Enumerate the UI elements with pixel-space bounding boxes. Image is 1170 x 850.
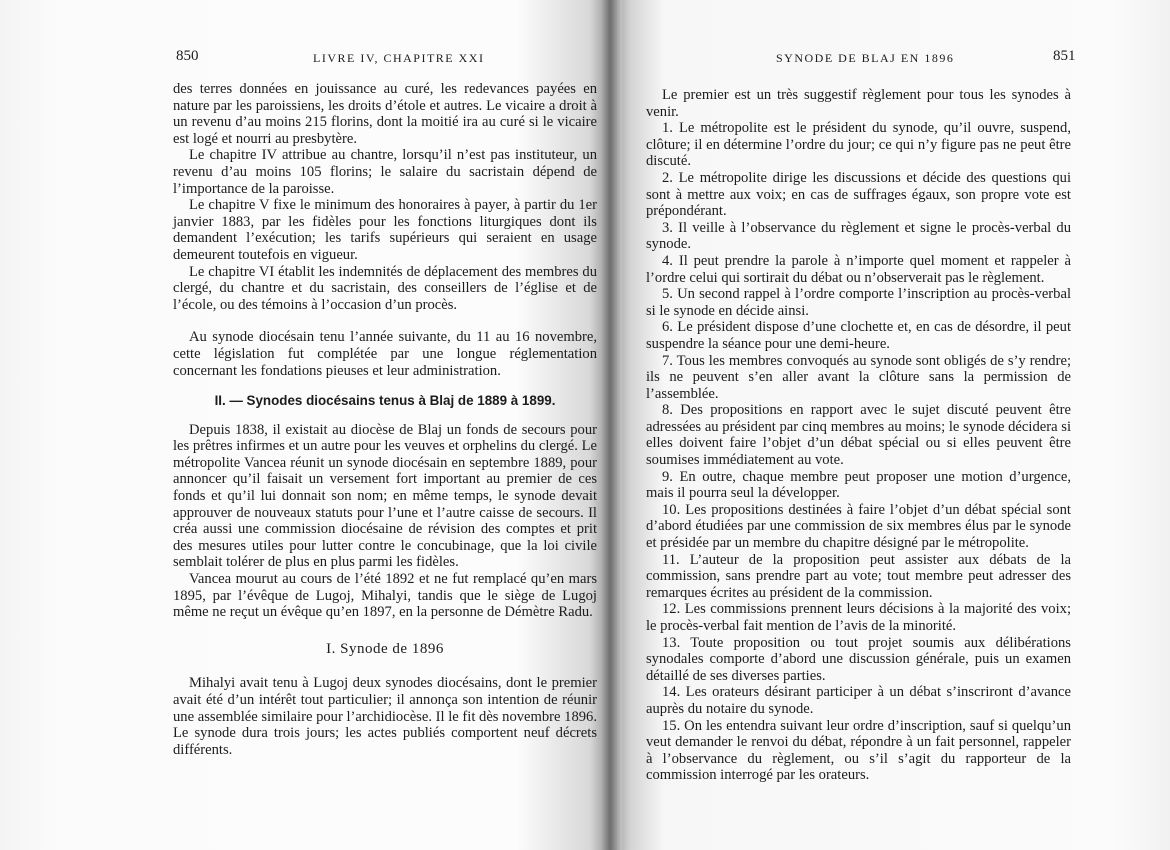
paragraph: Vancea mourut au cours de l’été 1892 et ne fut remplacé qu’en mars 1895, par l’évêque de Lugoj, Mihalyi, tandis que le siège de Lugoj même ne reçut un évêque qu’en 1897, en la personne de Démètre Radu. <box>173 571 597 621</box>
section-heading: II. — Synodes diocésains tenus à Blaj de 1889 à 1899. <box>214 393 556 409</box>
article: 9. En outre, chaque membre peut proposer une motion d’urgence, mais il pourra seul la développer. <box>646 468 1071 502</box>
paragraph: Le chapitre IV attribue au chantre, lorsqu’il n’est pas instituteur, un revenu d’au moins 105 florins; le salaire du sacristain dépend de l’importance de la paroisse. <box>173 147 597 197</box>
article: 10. Les propositions destinées à faire l’objet d’un débat spécial sont d’abord étudiées par une commission de six membres élus par le synode et présidée par un membre du chapitre désigné par le métropolite. <box>646 501 1071 552</box>
article: 7. Tous les membres convoqués au synode sont obligés de s’y rendre; ils ne peuvent s’en aller avant la clôture sans la permission de l’assemblée. <box>646 352 1071 402</box>
article: 6. Le président dispose d’une clochette et, en cas de désordre, il peut suspendre la séance pour une demi-heure. <box>646 319 1071 352</box>
paragraph: Depuis 1838, il existait au diocèse de Blaj un fonds de secours pour les prêtres infirmes et un autre pour les veuves et orphelins du clergé. Le métropolite Vancea réunit un synode diocésain en septembre 1889, pour annoncer qu’il faisait un versement fort important au premier de ces fonds et qu’il lui donnait son nom; en même temps, le synode devait approuver de nouveaux statuts pour l’une et l’autre caisse de secours. Il créa aussi une commission diocésaine de révision des comptes et prit des mesures utiles pour lutter contre le concubinage, que la loi civile semblait tolérer de plus en plus parmi les fidèles. <box>173 421 597 571</box>
article: 14. Les orateurs désirant participer à un débat s’inscriront d’avance auprès du notaire du synode. <box>646 684 1071 717</box>
article: 1. Le métropolite est le président du synode, qu’il ouvre, suspend, clôture; il en détermine l’ordre du jour; ce qui n’y figure pas ne peut être discuté. <box>646 120 1071 170</box>
paragraph: Le chapitre VI établit les indemnités de déplacement des membres du clergé, du chantre et du sacristain, des conseillers de l’église et de l’école, ou des témoins à l’occasion d’un procès. <box>173 263 597 313</box>
article: 11. L’auteur de la proposition peut assister aux débats de la commission, sans prendre part au vote; tout membre peut adresser des remarques écrites au président de la commission. <box>646 551 1071 601</box>
left-paragraphs-a <box>173 81 597 313</box>
paragraph: Mihalyi avait tenu à Lugoj deux synodes diocésains, dont le premier avait été d’un intérêt tout particulier; il annonça son intention de réunir une assemblée similaire pour l’archidiocèse. Il le fit dès novembre 1896. Le synode dura trois jours; les actes publiés comportent neuf décrets différents. <box>173 675 597 758</box>
right-page <box>608 0 1170 850</box>
left-running-title: LIVRE IV, CHAPITRE XXI <box>313 51 485 65</box>
article: 12. Les commissions prennent leurs décisions à la majorité des voix; le procès-verbal fait mention de l’avis de la minorité. <box>646 601 1071 634</box>
article: 15. On les entendra suivant leur ordre d’inscription, sauf si quelqu’un veut demander le renvoi du débat, répondre à un fait personnel, rappeler à l’observance du règlement, ou s’il s’agit du rapporteur de la commission interrogé par les orateurs. <box>646 717 1071 784</box>
subsection-title: I. Synode de 1896 <box>326 640 444 657</box>
article: 3. Il veille à l’observance du règlement et signe le procès-verbal du synode. <box>646 219 1071 253</box>
article: 13. Toute proposition ou tout projet soumis aux délibérations synodales comporte d’abord une discussion générale, puis un examen détaillé de ses diverses parties. <box>646 634 1071 684</box>
paragraph: Le premier est un très suggestif règlement pour tous les synodes à venir. <box>646 87 1071 120</box>
right-running-title: SYNODE DE BLAJ EN 1896 <box>776 51 955 65</box>
left-body-text <box>173 81 597 758</box>
article: 8. Des propositions en rapport avec le sujet discuté peuvent être adressées au président par cinq membres au moins; le synode décidera si elles doivent faire l’objet d’un débat spécial ou si elles peuvent être soumises immédiatement au vote. <box>646 402 1071 469</box>
article: 2. Le métropolite dirige les discussions et décide des questions qui sont à mettre aux voix; en cas de suffrages égaux, son propre vote est prépondérant. <box>646 169 1071 220</box>
right-page-number: 851 <box>1053 48 1076 64</box>
right-body-text <box>646 87 1071 784</box>
book-gutter <box>600 0 622 850</box>
article: 5. Un second rappel à l’ordre comporte l’inscription au procès-verbal si le synode en décide ainsi. <box>646 286 1071 319</box>
article: 4. Il peut prendre la parole à n’importe quel moment et rappeler à l’ordre celui qui sortirait du débat ou n’observerait pas le règlement. <box>646 252 1071 286</box>
left-page-number: 850 <box>176 48 199 64</box>
paragraph: Le chapitre V fixe le minimum des honoraires à payer, à partir du 1er janvier 1883, par les fidèles pour les fonctions liturgiques dont ils demandent l’exécution; les tarifs supérieurs qui seraient en usage demeurent toutefois en vigueur. <box>173 197 597 263</box>
paragraph: Au synode diocésain tenu l’année suivante, du 11 au 16 novembre, cette législation fut complétée par une longue réglementation concernant les fondations pieuses et leur administration. <box>173 329 597 379</box>
paragraph: des terres données en jouissance au curé, les redevances payées en nature par les paroissiens, les droits d’étole et autres. Le vicaire a droit à un revenu d’au moins 215 florins, dont la moitié ira au curé si le vicaire est logé et nourri au presbytère. <box>173 81 597 147</box>
